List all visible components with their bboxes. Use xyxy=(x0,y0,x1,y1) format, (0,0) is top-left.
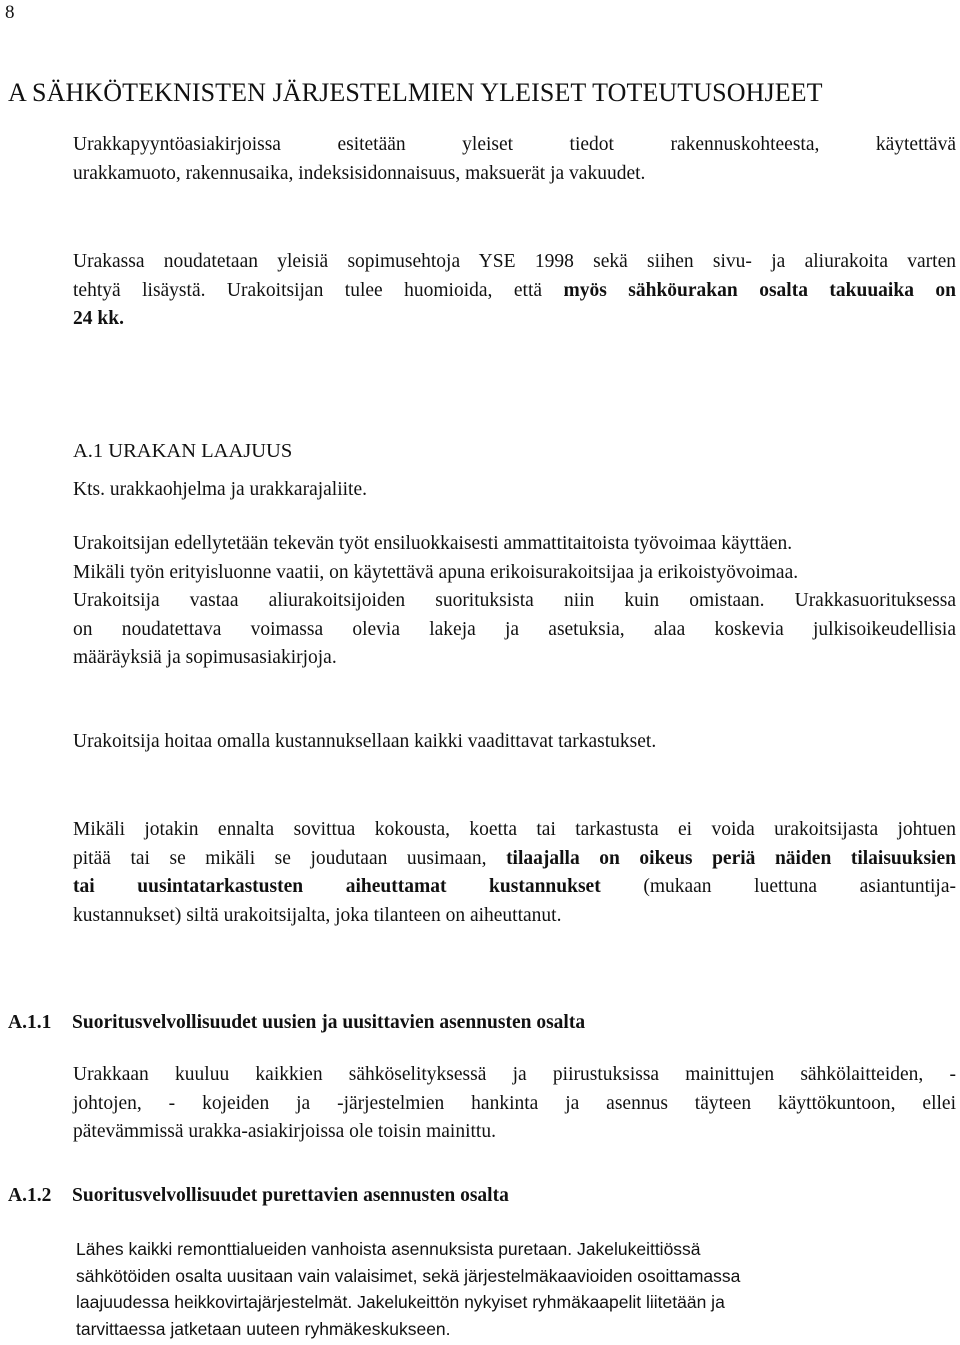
text-line: Mikäli jotakin ennalta sovittua kokousta, koetta tai tarkastusta ei voida urakoitsijasta johtuen xyxy=(73,819,956,840)
text-line: johtojen, - kojeiden ja -järjestelmien hankinta ja asennus täyteen käyttökuntoon, ellei xyxy=(73,1092,956,1114)
text-line xyxy=(73,873,956,902)
emphasis-costs: tai uusintatarkastusten aiheuttamat kustannukset xyxy=(73,876,601,897)
text-line: tarvittaessa jatketaan uuteen ryhmäkeskukseen. xyxy=(76,1318,451,1339)
text-line: Urakkaan kuuluu kaikkien sähköselityksessä ja piirustuksissa mainittujen sähkölaitteiden, - xyxy=(73,1064,956,1085)
section-a1-paragraph-1 xyxy=(73,530,956,673)
text-line: Kts. urakkaohjelma ja urakkarajaliite. xyxy=(73,479,368,500)
text-line: määräyksiä ja sopimusasiakirjoja. xyxy=(73,647,337,668)
text-line: Urakoitsija hoitaa omalla kustannuksellaan kaikki vaadittavat tarkastukset. xyxy=(73,731,657,752)
section-title: Suoritusvelvollisuudet purettavien asennusten osalta xyxy=(72,1185,509,1206)
text-line xyxy=(73,277,956,306)
text-line: kustannukset) siltä urakoitsijalta, joka tilanteen on aiheuttanut. xyxy=(73,904,562,926)
section-a12-paragraph xyxy=(76,1236,956,1342)
text-line: Urakassa noudatetaan yleisiä sopimusehtoja YSE 1998 sekä siihen sivu- ja aliurakoita varten xyxy=(73,251,956,272)
text-line xyxy=(73,845,956,874)
emphasis-warranty-period: 24 kk. xyxy=(73,308,124,329)
text-line: pätevämmissä urakka-asiakirjoissa ole toisin mainittu. xyxy=(73,1121,496,1142)
text-line: on noudatettava voimassa olevia lakeja ja asetuksia, alaa koskevia julkisoikeudellisia xyxy=(73,618,956,640)
intro-paragraph-1 xyxy=(73,131,956,188)
text-line xyxy=(73,305,956,334)
page-number: 8 xyxy=(5,2,15,23)
text-line: Urakoitsija vastaa aliurakoitsijoiden suorituksista niin kuin omistaan. Urakkasuorituksessa xyxy=(73,590,956,611)
text-line: Mikäli työn erityisluonne vaatii, on käytettävä apuna erikoisurakoitsijaa ja erikoistyövoimaa. xyxy=(73,561,799,583)
section-heading-a12 xyxy=(8,1185,509,1207)
text-line: urakkamuoto, rakennusaika, indeksisidonnaisuus, maksuerät ja vakuudet. xyxy=(73,162,646,184)
document-title: A SÄHKÖTEKNISTEN JÄRJESTELMIEN YLEISET TOTEUTUSOHJEET xyxy=(8,78,823,107)
section-a1-paragraph-3 xyxy=(73,816,956,930)
text-line: Lähes kaikki remonttialueiden vanhoista asennuksista puretaan. Jakelukeittiössä xyxy=(76,1239,701,1259)
emphasis-client-right: tilaajalla on oikeus periä näiden tilaisuuksien xyxy=(506,847,956,869)
text-line: laajuudessa heikkovirtajärjestelmät. Jakelukeittön nykyiset ryhmäkaapelit liitetään ja xyxy=(76,1292,725,1312)
text-segment: tehtyä lisäystä. Urakoitsijan tulee huomioida, että xyxy=(73,279,564,301)
text-line: sähkötöiden osalta uusitaan vain valaisimet, sekä järjestelmäkaavioiden osoittamassa xyxy=(76,1265,741,1286)
text-line: Urakkapyyntöasiakirjoissa esitetään yleiset tiedot rakennuskohteesta, käytettävä xyxy=(73,134,956,155)
section-number: A.1.1 xyxy=(8,1012,52,1033)
section-number: A.1.2 xyxy=(8,1185,52,1206)
section-a11-paragraph xyxy=(73,1061,956,1147)
text-segment: pitää tai se mikäli se joudutaan uusimaan, xyxy=(73,847,507,869)
section-title: Suoritusvelvollisuudet uusien ja uusittavien asennusten osalta xyxy=(72,1012,586,1033)
text-line: Urakoitsijan edellytetään tekevän työt ensiluokkaisesti ammattitaitoista työvoimaa käyttäen. xyxy=(73,533,793,554)
section-a1-paragraph-2 xyxy=(73,728,956,757)
intro-paragraph-2 xyxy=(73,248,956,334)
emphasis-warranty: myös sähköurakan osalta takuuaika on xyxy=(563,279,957,301)
section-heading-a11 xyxy=(8,1012,585,1034)
reference-line xyxy=(73,476,956,505)
section-heading-a1: A.1 URAKAN LAAJUUS xyxy=(73,440,293,462)
text-segment: (mukaan luettuna asiantuntija- xyxy=(600,876,956,897)
